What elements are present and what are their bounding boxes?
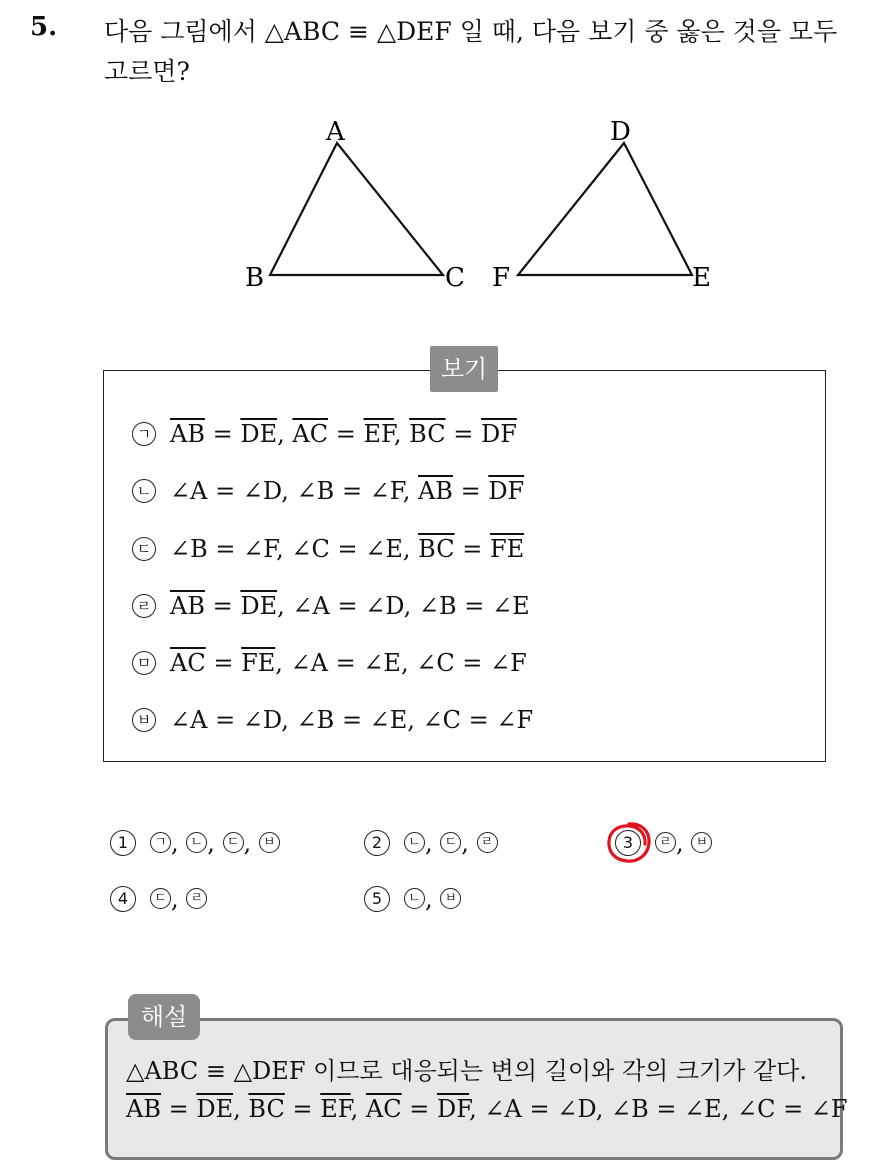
segment-overline: $\overline{DE}$ — [196, 1095, 234, 1123]
math-text: ∠A = ∠D, ∠B = ∠E, ∠C = ∠F — [170, 706, 534, 734]
segment-overline: $\overline{FE}$ — [489, 535, 525, 563]
choice-number: 5 — [364, 886, 390, 912]
answer-choice-4[interactable] — [110, 882, 207, 916]
segment-overline: $\overline{DF}$ — [488, 477, 525, 505]
answer-choice-1[interactable] — [110, 826, 280, 860]
bogi-item-mark: ㅁ — [132, 651, 156, 675]
bogi-item-mark: ㄱ — [132, 422, 156, 446]
bogi-item — [132, 532, 524, 566]
math-text: , ∠A = ∠D, ∠B = ∠E, ∠C = ∠F — [469, 1095, 848, 1123]
bogi-item — [132, 703, 533, 737]
segment-overline: $\overline{AC}$ — [292, 420, 329, 448]
math-text: = — [401, 1095, 437, 1123]
math-text: = — [452, 477, 489, 505]
segment-overline: $\overline{DF}$ — [436, 1095, 470, 1123]
choice-mark: ㄱ — [150, 832, 171, 853]
bogi-item-mark: ㄴ — [132, 479, 156, 503]
math-text: = — [284, 1095, 321, 1123]
segment-overline: $\overline{EF}$ — [363, 420, 394, 448]
choice-mark: ㄴ — [404, 832, 425, 853]
choice-mark: ㄷ — [150, 888, 171, 909]
explanation-box — [105, 1018, 843, 1160]
choice-mark: ㅂ — [259, 832, 280, 853]
vertex-label-c: C — [445, 263, 465, 293]
choice-mark: ㅂ — [691, 832, 712, 853]
bogi-item — [132, 417, 517, 451]
math-text: ∠A = ∠D, ∠B = ∠F, — [170, 477, 418, 505]
choice-number: 1 — [110, 830, 136, 856]
choice-separator: , — [425, 829, 441, 857]
segment-overline: $\overline{BC}$ — [418, 535, 455, 563]
choice-mark: ㄷ — [223, 832, 244, 853]
math-text: = — [204, 420, 241, 448]
question-text — [104, 12, 864, 92]
choice-mark: ㄴ — [186, 832, 207, 853]
choice-separator: , — [461, 829, 477, 857]
math-text: = — [445, 420, 481, 448]
math-text: , ∠A = ∠D, ∠B = ∠E — [277, 592, 530, 620]
bogi-item — [132, 589, 530, 623]
answer-choice-5[interactable] — [364, 882, 461, 916]
vertex-label-e: E — [692, 263, 711, 293]
bogi-item — [132, 646, 527, 680]
bogi-item-mark: ㅂ — [132, 708, 156, 732]
math-text: , — [393, 420, 410, 448]
explanation-title: 해설 — [128, 994, 200, 1040]
bogi-item-mark: ㄷ — [132, 537, 156, 561]
question-text-line2: 고르면? — [104, 57, 190, 86]
vertex-label-d: D — [610, 117, 631, 147]
segment-overline: $\overline{EF}$ — [320, 1095, 351, 1123]
choice-number: 3 — [615, 830, 641, 856]
triangle-def — [518, 143, 692, 275]
choice-mark: ㄷ — [440, 832, 461, 853]
vertex-label-a: A — [326, 117, 345, 147]
vertex-label-f: F — [492, 263, 511, 293]
bogi-title: 보기 — [430, 346, 498, 392]
segment-overline: $\overline{AB}$ — [126, 1095, 161, 1123]
math-text: = — [204, 592, 241, 620]
choice-mark: ㅂ — [440, 888, 461, 909]
segment-overline: $\overline{DE}$ — [240, 420, 278, 448]
segment-overline: $\overline{BC}$ — [248, 1095, 285, 1123]
choice-separator: , — [171, 829, 187, 857]
math-text: = — [454, 535, 490, 563]
segment-overline: $\overline{AC}$ — [170, 649, 206, 677]
question-number: 5. — [30, 12, 58, 42]
explanation-line1: △ABC ≡ △DEF 이므로 대응되는 변의 길이와 각의 크기가 같다. — [126, 1057, 807, 1085]
segment-overline: $\overline{FE}$ — [241, 649, 276, 677]
choice-separator: , — [676, 829, 692, 857]
answer-choice-2[interactable] — [364, 826, 498, 860]
math-text: = — [160, 1095, 197, 1123]
math-text: , — [277, 420, 293, 448]
choice-mark: ㄴ — [404, 888, 425, 909]
selection-ring-mark — [605, 820, 653, 866]
segment-overline: $\overline{DE}$ — [240, 592, 278, 620]
math-text: , ∠A = ∠E, ∠C = ∠F — [275, 649, 527, 677]
triangle-figure — [240, 110, 720, 300]
choice-mark: ㄹ — [477, 832, 498, 853]
bogi-item — [132, 474, 524, 508]
math-text: ∠B = ∠F, ∠C = ∠E, — [170, 535, 419, 563]
choice-mark: ㄹ — [655, 832, 676, 853]
explanation-line2 — [126, 1092, 848, 1126]
choice-separator: , — [171, 885, 187, 913]
choice-separator: , — [243, 829, 259, 857]
segment-overline: $\overline{AB}$ — [417, 477, 453, 505]
choice-number: 4 — [110, 886, 136, 912]
segment-overline: $\overline{AC}$ — [365, 1095, 402, 1123]
choice-mark: ㄹ — [186, 888, 207, 909]
question-text-line1: 다음 그림에서 △ABC ≡ △DEF 일 때, 다음 보기 중 옳은 것을 모두 — [104, 17, 838, 46]
vertex-label-b: B — [245, 263, 265, 293]
math-text: = — [205, 649, 242, 677]
choice-separator: , — [207, 829, 223, 857]
bogi-item-mark: ㄹ — [132, 594, 156, 618]
triangle-abc — [270, 143, 443, 275]
segment-overline: $\overline{AB}$ — [170, 592, 205, 620]
math-text: = — [328, 420, 364, 448]
segment-overline: $\overline{DF}$ — [480, 420, 517, 448]
math-text: , — [350, 1095, 366, 1123]
segment-overline: $\overline{AB}$ — [170, 420, 205, 448]
choice-number: 2 — [364, 830, 390, 856]
math-text: , — [233, 1095, 249, 1123]
segment-overline: $\overline{BC}$ — [409, 420, 446, 448]
choice-separator: , — [425, 885, 441, 913]
